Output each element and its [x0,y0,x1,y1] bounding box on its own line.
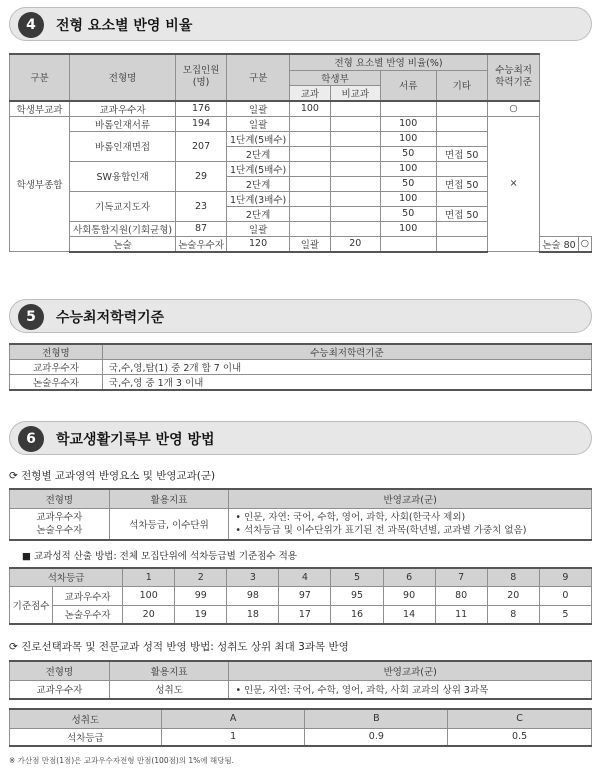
cell-score: 20 [487,586,539,605]
section-title: 수능최저학력기준 [56,310,165,326]
cell-stage: 1단계(5배수) [227,161,290,176]
cell-count: 194 [176,116,227,131]
subheading-text: 진로선택과목 및 전문교과 성적 반영 방법: 성취도 상위 최대 3과목 반영 [21,641,349,653]
cell-empty [380,236,436,252]
header-ratio: 전형 요소별 반영 비율(%) [290,54,488,70]
arrow-icon: ⟳ [9,641,18,653]
cell-label: 기준점수 [10,586,53,624]
cell-bigyogwa [330,101,380,117]
cell-empty [436,236,487,252]
cell-stage: 1단계(3배수) [227,191,290,206]
cell-rowname: 교과우수자 [53,586,123,605]
header-c: C [448,709,592,728]
cell-name: 교과우수자 [69,101,175,117]
header-grade-3: 3 [227,568,279,586]
header-grade-4: 4 [279,568,331,586]
cell-empty [290,131,330,146]
cell-score: 11 [435,605,487,624]
cell-stage: 일괄 [290,236,330,252]
header-grade-5: 5 [331,568,383,586]
reflection-table [9,488,592,541]
section-title: 학교생활기록부 반영 방법 [56,432,215,448]
cell-score: 18 [227,605,279,624]
cell-subjects [229,508,592,540]
cell-b: 0.9 [305,728,448,746]
cell-gita: 논술 80 [540,236,578,252]
header-grade-1: 1 [123,568,175,586]
cell-empty [330,116,380,131]
cell-empty [290,176,330,191]
cell-suneung: ○ [487,101,539,117]
header-gubun: 구분 [10,54,70,101]
cell-name: 논술우수자 [10,375,103,391]
cell-criteria: 국,수,영 중 1개 3 이내 [102,375,591,391]
cell-subjects: • 인문, 자연: 국어, 수학, 영어, 과학, 사회 교과의 상위 3과목 [229,680,592,699]
header-index: 활용지표 [109,489,229,508]
cell-gita: 면접 50 [436,176,487,191]
cell-gyogwa: 20 [330,236,380,252]
cell-gita: 면접 50 [436,146,487,161]
header-grade-9: 9 [539,568,591,586]
cell-name: 논술우수자 [176,236,227,252]
cell-count: 207 [176,131,227,161]
cell-stage: 2단계 [227,206,290,221]
cell-empty [436,116,487,131]
name-2: 논술우수자 [36,524,83,536]
cell-score: 0 [539,586,591,605]
section-number: 5 [18,304,44,330]
footnote: ※ 가산점 만점(1점)은 교과우수자전형 만점(100점)의 1%에 해당됨. [9,756,235,765]
cell-seoryu: 100 [380,221,436,236]
cell-name: 바롬인재서류 [69,116,175,131]
header-grade: 석차등급 [10,568,123,586]
cell-name: SW융합인재 [69,161,175,191]
cell-empty [290,116,330,131]
cell-empty [330,161,380,176]
cell-seoryu: 50 [380,206,436,221]
cell-count: 87 [176,221,227,236]
cell-stage: 일괄 [227,116,290,131]
cell-stage: 2단계 [227,176,290,191]
cell-empty [290,161,330,176]
cell-gyogwa: 100 [290,101,330,117]
name-1: 교과우수자 [36,511,83,523]
cell-score: 97 [279,586,331,605]
cell-empty [330,146,380,161]
section-6-header [9,421,592,455]
header-gyogwa: 교과 [290,85,330,101]
cell-count: 29 [176,161,227,191]
section-5-header [9,299,592,333]
cell-score: 100 [123,586,175,605]
cell-stage: 2단계 [227,146,290,161]
cell-a: 1 [161,728,305,746]
cell-count: 120 [227,236,290,252]
cell-index: 석차등급, 이수단위 [109,508,229,540]
header-name: 전형명 [10,344,103,360]
cell-gita: 면접 50 [436,206,487,221]
header-index: 활용지표 [109,661,229,680]
cell-rowname: 논술우수자 [53,605,123,624]
cell-score: 5 [539,605,591,624]
header-grade-7: 7 [435,568,487,586]
header-gita: 기타 [436,70,487,101]
cell-score: 17 [279,605,331,624]
cell-empty [330,131,380,146]
cell-empty [330,176,380,191]
cell-score: 20 [123,605,175,624]
cell-c: 0.5 [448,728,592,746]
subheading-1 [9,468,215,483]
cell-name: 사회통합지원(기회균형) [69,221,175,236]
achievement-table [9,708,592,747]
section-4-header [9,7,592,41]
cell-empty [436,131,487,146]
header-bigyogwa: 비교과 [330,85,380,101]
cell-names [10,508,110,540]
cell-criteria: 국,수,영,탐(1) 중 2개 합 7 이내 [102,360,591,375]
header-a: A [161,709,305,728]
cell-empty [290,146,330,161]
cell-stage: 1단계(5배수) [227,131,290,146]
cell-empty [290,221,330,236]
cell-empty [436,221,487,236]
header-gubun2: 구분 [227,54,290,101]
cell-count: 176 [176,101,227,117]
header-seoryu: 서류 [380,70,436,101]
cell-score: 16 [331,605,383,624]
arrow-icon: ⟳ [9,470,18,482]
cell-score: 8 [487,605,539,624]
cell-seoryu: 100 [380,161,436,176]
section-title: 전형 요소별 반영 비율 [56,18,193,34]
cell-empty [290,191,330,206]
cell-empty [330,221,380,236]
cell-name: 교과우수자 [10,360,103,375]
cell-gubun: 학생부교과 [10,101,70,117]
ratio-table [9,53,592,253]
header-subjects: 반영교과(군) [229,489,592,508]
cell-name: 바롬인재면접 [69,131,175,161]
header-grade-2: 2 [175,568,227,586]
achievement-index-table [9,660,592,700]
header-subjects: 반영교과(군) [229,661,592,680]
cell-empty [436,191,487,206]
header-hs: 학생부 [290,70,381,85]
cell-seoryu [380,101,436,117]
cell-stage: 일괄 [227,221,290,236]
subheading-text: 전형별 교과영역 반영요소 및 반영교과(군) [21,470,216,482]
header-grade-6: 6 [383,568,435,586]
cell-gita [436,101,487,117]
cell-empty [436,161,487,176]
grade-table [9,567,592,625]
cell-name: 기독교지도자 [69,191,175,221]
bullet-1: • 인문, 자연: 국어, 수학, 영어, 과학, 사회(한국사 제외) [235,511,466,523]
cell-score: 80 [435,586,487,605]
cell-empty [330,206,380,221]
cell-score: 90 [383,586,435,605]
header-name: 전형명 [10,661,110,680]
header-suneung: 수능최저 학력기준 [487,54,539,101]
method-bullet: ■ 교과성적 산출 방법: 전체 모집단위에 석차등급별 기준점수 적용 [22,551,297,562]
suneung-table [9,343,592,391]
cell-seoryu: 50 [380,146,436,161]
header-b: B [305,709,448,728]
cell-suneung: ○ [578,236,591,252]
cell-score: 19 [175,605,227,624]
cell-suneung: × [487,116,539,252]
cell-score: 14 [383,605,435,624]
header-jeonhyeong: 전형명 [69,54,175,101]
cell-score: 95 [331,586,383,605]
cell-seoryu: 100 [380,131,436,146]
subheading-2 [9,639,349,654]
cell-index: 성취도 [109,680,229,699]
header-achievement: 성취도 [10,709,162,728]
cell-score: 99 [175,586,227,605]
cell-seoryu: 50 [380,176,436,191]
cell-seoryu: 100 [380,116,436,131]
header-mojib: 모집인원 (명) [176,54,227,101]
cell-gubun: 논술 [69,236,175,252]
section-number: 6 [18,426,44,452]
header-criteria: 수능최저학력기준 [102,344,591,360]
header-name: 전형명 [10,489,110,508]
section-number: 4 [18,12,44,38]
cell-name: 교과우수자 [10,680,110,699]
cell-count: 23 [176,191,227,221]
cell-seoryu: 100 [380,191,436,206]
cell-empty [330,191,380,206]
cell-gubun: 학생부종합 [10,116,70,252]
header-grade-8: 8 [487,568,539,586]
cell-rowname: 석차등급 [10,728,162,746]
cell-score: 98 [227,586,279,605]
bullet-2: • 석차등급 및 이수단위가 표기된 전 과목(학년별, 교과별 가중치 없음) [235,524,527,536]
cell-empty [290,206,330,221]
cell-stage: 일괄 [227,101,290,117]
